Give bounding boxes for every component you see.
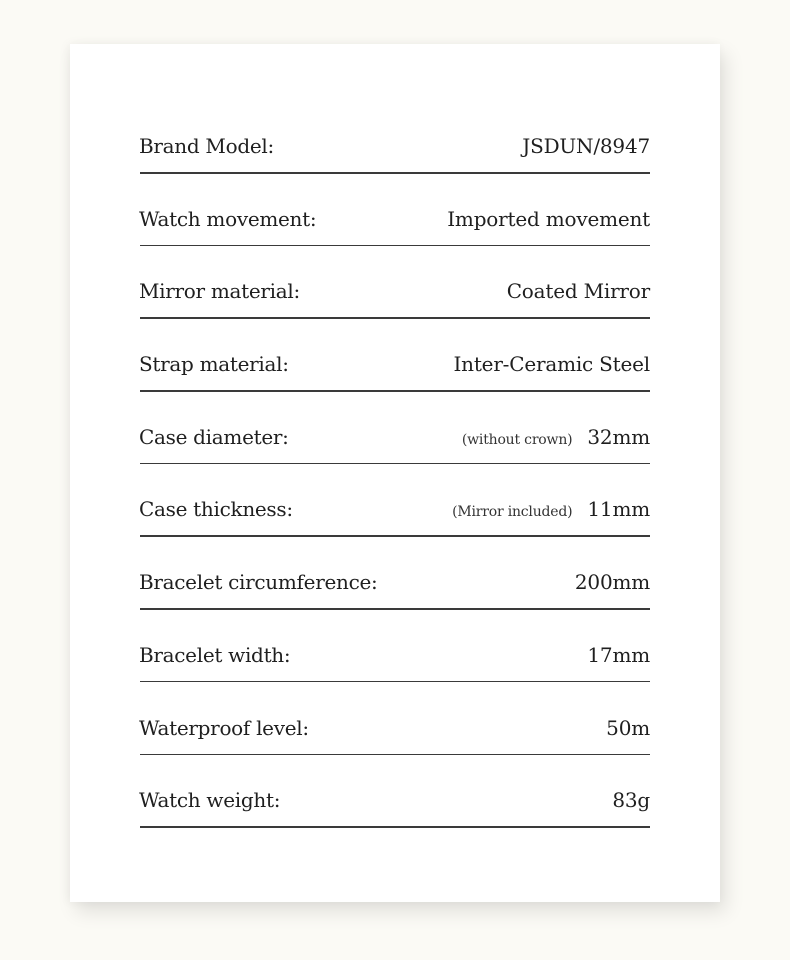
spec-label: Watch movement: (139, 206, 317, 231)
spec-label: Waterproof level: (139, 715, 309, 740)
spec-note: (without crown) (461, 431, 573, 448)
spec-list (139, 116, 650, 843)
spec-value: 83g (612, 788, 650, 813)
spec-value: 17mm (587, 642, 650, 667)
spec-row-case-diameter (139, 407, 650, 480)
spec-row-bracelet-width (139, 625, 650, 698)
spec-row-mirror-material (139, 261, 650, 334)
spec-label: Strap material: (139, 352, 289, 377)
spec-label: Brand Model: (139, 134, 274, 158)
spec-label: Mirror material: (139, 279, 300, 304)
spec-row-bracelet-circumference (139, 552, 650, 625)
spec-value: Coated Mirror (506, 279, 650, 304)
spec-value: 11mm (587, 497, 650, 522)
spec-card (70, 44, 720, 902)
spec-value: 50m (606, 715, 650, 740)
spec-value: Inter-Ceramic Steel (453, 352, 650, 377)
spec-row-strap-material (139, 334, 650, 407)
spec-row-waterproof-level (139, 698, 650, 771)
spec-value: 200mm (574, 570, 650, 595)
spec-label: Case thickness: (139, 497, 293, 522)
spec-label: Watch weight: (139, 788, 281, 813)
spec-row-case-thickness (139, 479, 650, 552)
spec-value: 32mm (587, 424, 650, 449)
spec-note: (Mirror included) (452, 504, 573, 521)
spec-row-watch-movement (139, 189, 650, 262)
spec-label: Bracelet width: (139, 642, 291, 667)
spec-label: Bracelet circumference: (139, 570, 378, 595)
spec-row-watch-weight (139, 770, 650, 843)
spec-value: Imported movement (447, 206, 650, 231)
spec-value: JSDUN/8947 (522, 134, 650, 158)
spec-row-brand-model (139, 116, 650, 189)
spec-label: Case diameter: (139, 424, 289, 449)
